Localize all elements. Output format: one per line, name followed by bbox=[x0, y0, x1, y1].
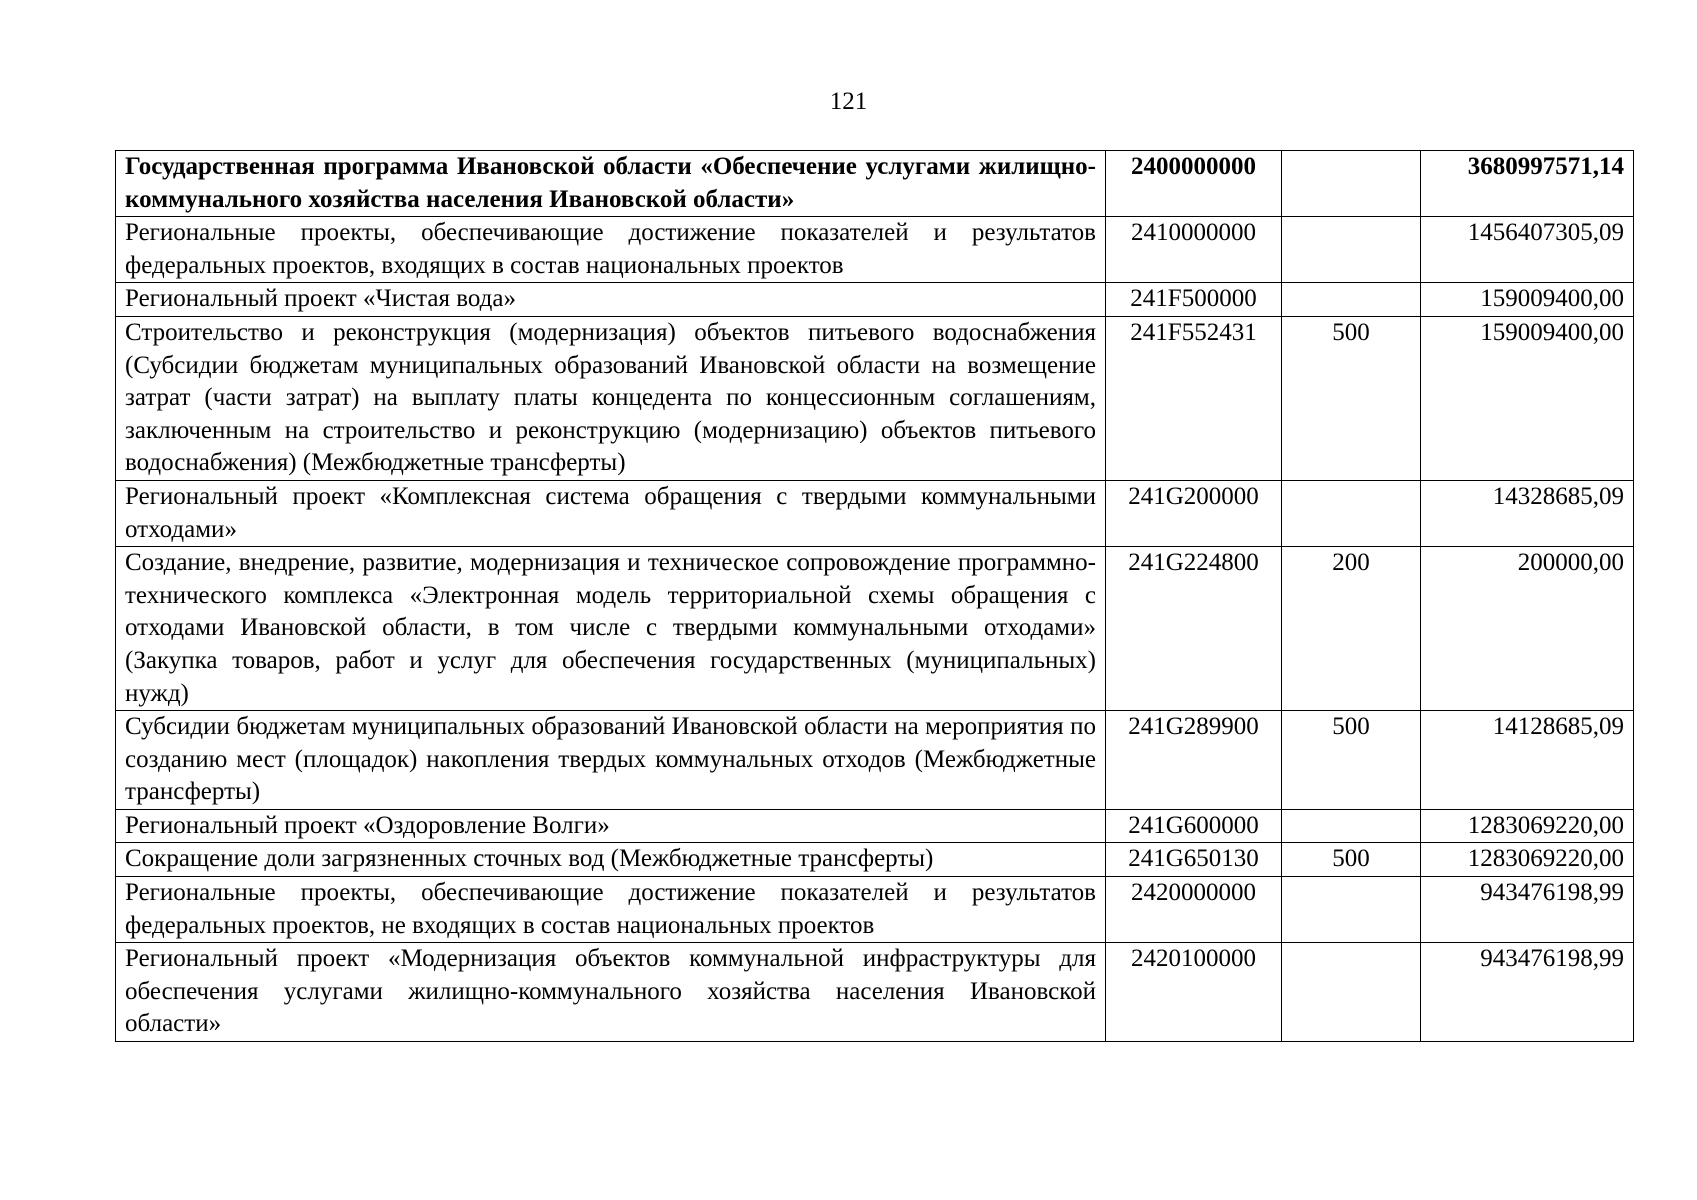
row-name: Субсидии бюджетам муниципальных образований Ивановской области на мероприятия по созданию мест (площадок) накопления твердых коммунальных отходов (Межбюджетные трансферты) bbox=[116, 711, 1106, 810]
table-row bbox=[116, 217, 1634, 283]
row-code: 241G289900 bbox=[1106, 711, 1282, 810]
row-name: Региональный проект «Модернизация объектов коммунальной инфраструктуры для обеспечения услугами жилищно-коммунального хозяйства населения Ивановской области» bbox=[116, 943, 1106, 1042]
row-name: Строительство и реконструкция (модернизация) объектов питьевого водоснабжения (Субсидии бюджетам муниципальных образований Ивановской области на возмещение затрат (части затрат) на выплату платы концедента по концессионным соглашениям, заключенным на строительство и реконструкцию (модернизацию) объектов питьевого водоснабжения) (Межбюджетные трансферты) bbox=[116, 316, 1106, 480]
row-expense-type bbox=[1282, 151, 1421, 217]
table-row bbox=[116, 943, 1634, 1042]
row-expense-type bbox=[1282, 943, 1421, 1042]
table-row bbox=[116, 809, 1634, 843]
row-code: 241G200000 bbox=[1106, 480, 1282, 546]
table-row bbox=[116, 843, 1634, 877]
row-name: Региональные проекты, обеспечивающие достижение показателей и результатов федеральных проектов, не входящих в состав национальных проектов bbox=[116, 877, 1106, 943]
row-expense-type bbox=[1282, 217, 1421, 283]
row-expense-type: 500 bbox=[1282, 843, 1421, 877]
row-sum: 3680997571,14 bbox=[1421, 151, 1634, 217]
row-code: 241F500000 bbox=[1106, 283, 1282, 317]
row-name: Создание, внедрение, развитие, модернизация и техническое сопровождение программно-технического комплекса «Электронная модель территориальной схемы обращения с отходами Ивановской области, в том числе с твердыми коммунальными отходами» (Закупка товаров, работ и услуг для обеспечения государственных (муниципальных) нужд) bbox=[116, 547, 1106, 711]
row-expense-type: 200 bbox=[1282, 547, 1421, 711]
row-expense-type bbox=[1282, 877, 1421, 943]
row-sum: 159009400,00 bbox=[1421, 316, 1634, 480]
table-row bbox=[116, 316, 1634, 480]
table-row bbox=[116, 711, 1634, 810]
row-sum: 14328685,09 bbox=[1421, 480, 1634, 546]
row-code: 241G650130 bbox=[1106, 843, 1282, 877]
table-row bbox=[116, 877, 1634, 943]
row-code: 2400000000 bbox=[1106, 151, 1282, 217]
budget-table bbox=[115, 150, 1634, 1042]
row-name: Региональные проекты, обеспечивающие достижение показателей и результатов федеральных проектов, входящих в состав национальных проектов bbox=[116, 217, 1106, 283]
row-sum: 943476198,99 bbox=[1421, 877, 1634, 943]
page-number: 121 bbox=[829, 88, 868, 115]
row-name: Сокращение доли загрязненных сточных вод (Межбюджетные трансферты) bbox=[116, 843, 1106, 877]
row-name: Региональный проект «Чистая вода» bbox=[116, 283, 1106, 317]
row-name: Региональный проект «Комплексная система обращения с твердыми коммунальными отходами» bbox=[116, 480, 1106, 546]
row-code: 2420100000 bbox=[1106, 943, 1282, 1042]
row-code: 2410000000 bbox=[1106, 217, 1282, 283]
row-sum: 1283069220,00 bbox=[1421, 843, 1634, 877]
row-expense-type bbox=[1282, 809, 1421, 843]
row-code: 241F552431 bbox=[1106, 316, 1282, 480]
row-sum: 159009400,00 bbox=[1421, 283, 1634, 317]
row-name: Государственная программа Ивановской области «Обеспечение услугами жилищно-коммунального хозяйства населения Ивановской области» bbox=[116, 151, 1106, 217]
budget-table-body bbox=[116, 151, 1634, 1042]
row-expense-type: 500 bbox=[1282, 316, 1421, 480]
row-expense-type bbox=[1282, 283, 1421, 317]
row-sum: 1456407305,09 bbox=[1421, 217, 1634, 283]
row-code: 2420000000 bbox=[1106, 877, 1282, 943]
row-sum: 1283069220,00 bbox=[1421, 809, 1634, 843]
table-row bbox=[116, 480, 1634, 546]
row-sum: 943476198,99 bbox=[1421, 943, 1634, 1042]
row-sum: 14128685,09 bbox=[1421, 711, 1634, 810]
row-expense-type: 500 bbox=[1282, 711, 1421, 810]
table-row bbox=[116, 283, 1634, 317]
table-row bbox=[116, 547, 1634, 711]
row-sum: 200000,00 bbox=[1421, 547, 1634, 711]
table-row bbox=[116, 151, 1634, 217]
row-name: Региональный проект «Оздоровление Волги» bbox=[116, 809, 1106, 843]
row-code: 241G224800 bbox=[1106, 547, 1282, 711]
row-code: 241G600000 bbox=[1106, 809, 1282, 843]
row-expense-type bbox=[1282, 480, 1421, 546]
